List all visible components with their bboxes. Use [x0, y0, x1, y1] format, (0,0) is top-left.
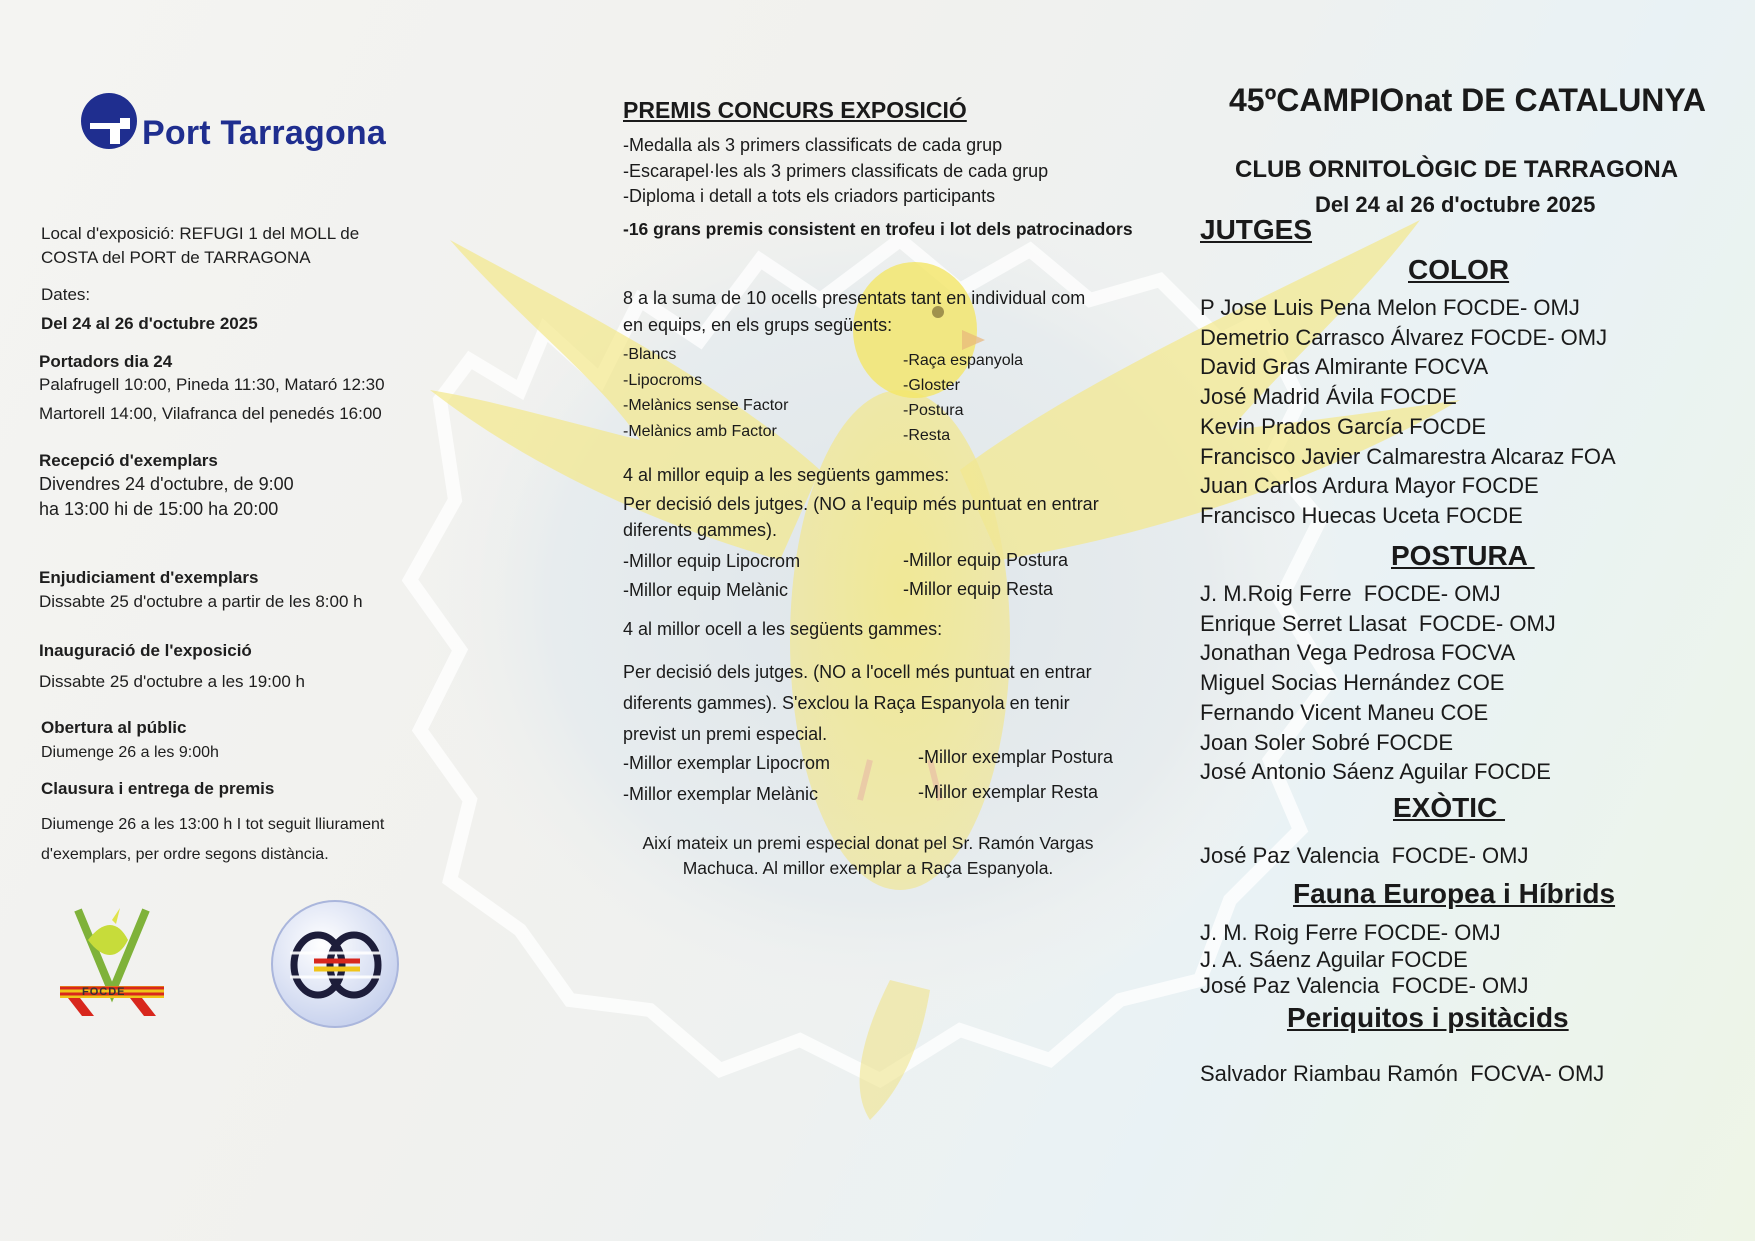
judge-item: Enrique Serret Llasat FOCDE- OMJ [1200, 610, 1556, 636]
suma-line-2: en equips, en els grups següents: [623, 315, 893, 335]
suma-line-1: 8 a la suma de 10 ocells presentats tant en individual com [623, 288, 1086, 308]
equip-title: 4 al millor equip a les següents gammes: [623, 465, 950, 485]
jutges-title: JUTGES [1200, 214, 1313, 245]
club-name: CLUB ORNITOLÒGIC DE TARRAGONA [1235, 156, 1679, 183]
exemplar-item: -Millor exemplar Postura [918, 747, 1114, 767]
dates-label: Dates: [41, 285, 91, 304]
exemplar-item: -Millor exemplar Melànic [623, 784, 819, 804]
dates-value: Del 24 al 26 d'octubre 2025 [41, 314, 258, 333]
ocell-note-1: Per decisió dels jutges. (NO a l'ocell més puntuat en entrar [623, 662, 1092, 682]
group-item: -Postura [903, 402, 964, 419]
judge-item: J. A. Sáenz Aguilar FOCDE [1200, 946, 1468, 972]
port-tarragona-logo [80, 90, 420, 160]
exemplar-left-list [623, 748, 830, 810]
judge-item: P Jose Luis Pena Melon FOCDE- OMJ [1200, 295, 1580, 320]
exemplar-item: -Millor exemplar Lipocrom [623, 753, 831, 773]
enjudiciament-line: Dissabte 25 d'octubre a partir de les 8:00 h [39, 592, 363, 611]
clausura-line-1: Diumenge 26 a les 13:00 h I tot seguit lliurament [41, 816, 385, 833]
premis-title: PREMIS CONCURS EXPOSICIÓ [623, 97, 967, 123]
judge-item: Fernando Vicent Maneu COE [1200, 699, 1489, 725]
exemplar-item: -Millor exemplar Resta [918, 782, 1099, 802]
equip-right-list [903, 546, 1068, 604]
clausura-title: Clausura i entrega de premis [41, 779, 275, 798]
judge-item: Jonathan Vega Pedrosa FOCVA [1200, 640, 1516, 666]
exotic-judges-list [1200, 841, 1528, 871]
fauna-title: Fauna Europea i Híbrids [1293, 878, 1616, 909]
local-line-2: COSTA del PORT de TARRAGONA [41, 248, 311, 267]
judge-item: David Gras Almirante FOCVA [1200, 354, 1489, 380]
exemplar-right-list [918, 740, 1113, 810]
prize-2: -Escarapel·les als 3 primers classificats de cada grup [623, 161, 1049, 181]
exotic-title: EXÒTIC [1393, 792, 1506, 823]
ocell-note-2: diferents gammes). S'exclou la Raça Espanyola en tenir [623, 693, 1070, 713]
group-item: -Raça espanyola [903, 352, 1024, 369]
judge-item: José Madrid Ávila FOCDE [1200, 384, 1457, 410]
recepcio-title: Recepció d'exemplars [39, 451, 218, 470]
portadors-line-1: Palafrugell 10:00, Pineda 11:30, Mataró 12:30 [39, 375, 385, 394]
ocell-title: 4 al millor ocell a les següents gammes: [623, 619, 943, 639]
prize-4: -16 grans premis consistent en trofeu i lot dels patrocinadors [623, 219, 1133, 239]
color-title: COLOR [1408, 254, 1510, 285]
groups-left-list [623, 342, 788, 444]
judge-item: J. M. Roig Ferre FOCDE- OMJ [1200, 920, 1501, 945]
focde-bird-emblem-icon [58, 900, 166, 1018]
port-tarragona-logo-text: Port Tarragona [142, 114, 386, 152]
periquitos-judges-list [1200, 1059, 1604, 1089]
portadors-title: Portadors dia 24 [39, 352, 173, 371]
periquitos-title: Periquitos i psitàcids [1287, 1002, 1569, 1033]
obertura-title: Obertura al públic [41, 718, 187, 737]
fauna-judges-list [1200, 920, 1528, 1000]
postura-title: POSTURA [1391, 540, 1535, 571]
special-prize-line-2: Machuca. Al millor exemplar a Raça Espanyola. [682, 858, 1054, 878]
judge-item: Francisco Javier Calmarestra Alcaraz FOA [1200, 443, 1616, 469]
judge-item: José Antonio Sáenz Aguilar FOCDE [1200, 759, 1551, 785]
judge-item: Miguel Socias Hernández COE [1200, 670, 1505, 696]
judge-item: Joan Soler Sobré FOCDE [1200, 729, 1454, 755]
judge-item: José Paz Valencia FOCDE- OMJ [1200, 973, 1529, 998]
judge-item: Salvador Riambau Ramón FOCVA- OMJ [1200, 1061, 1605, 1086]
clausura-line-2: d'exemplars, per ordre segons distància. [41, 846, 329, 863]
judge-item: J. M.Roig Ferre FOCDE- OMJ [1200, 581, 1501, 606]
inauguracio-line: Dissabte 25 d'octubre a les 19:00 h [39, 672, 305, 691]
obertura-line: Diumenge 26 a les 9:00h [41, 744, 219, 761]
special-prize [623, 831, 1113, 881]
coe-logo [270, 899, 400, 1029]
ocell-notes [623, 657, 1146, 750]
group-item: -Lipocroms [623, 371, 703, 389]
judge-item: Kevin Prados García FOCDE [1200, 413, 1487, 439]
port-tarragona-emblem-icon [80, 92, 140, 150]
equip-item: -Millor equip Lipocrom [623, 551, 801, 571]
prize-1: -Medalla als 3 primers classificats de cada grup [623, 135, 1003, 155]
recepcio-line-1: Divendres 24 d'octubre, de 9:00 [39, 474, 294, 494]
equip-item: -Millor equip Melànic [623, 580, 789, 600]
postura-judges-list [1200, 579, 1556, 787]
group-item: -Melànics sense Factor [623, 397, 789, 414]
inauguracio-title: Inauguració de l'exposició [39, 641, 252, 660]
equip-left-list [623, 547, 800, 605]
portadors-line-2: Martorell 14:00, Vilafranca del penedés 16:00 [39, 404, 382, 423]
recepcio-line-2: ha 13:00 hi de 15:00 ha 20:00 [39, 499, 279, 519]
equip-note-2: diferents gammes). [623, 520, 778, 540]
judge-item: Demetrio Carrasco Álvarez FOCDE- OMJ [1200, 324, 1608, 350]
equip-item: -Millor equip Postura [903, 550, 1069, 570]
focde-logo-text: FOCDE [82, 986, 126, 998]
groups-right-list [903, 348, 1023, 448]
group-item: -Blancs [623, 346, 677, 363]
judge-item: Francisco Huecas Uceta FOCDE [1200, 502, 1523, 528]
prize-3: -Diploma i detall a tots els criadors participants [623, 186, 996, 206]
group-item: -Gloster [903, 377, 960, 394]
special-prize-line-1: Així mateix un premi especial donat pel Sr. Ramón Vargas [642, 833, 1094, 853]
coe-emblem-icon [270, 899, 400, 1029]
group-item: -Melànics amb Factor [623, 422, 777, 440]
ocell-note-3: previst un premi especial. [623, 724, 828, 744]
focde-logo [58, 900, 166, 1018]
equip-item: -Millor equip Resta [903, 579, 1054, 599]
equip-note-1: Per decisió dels jutges. (NO a l'equip més puntuat en entrar [623, 494, 1099, 514]
group-item: -Resta [903, 427, 951, 444]
local-line-1: Local d'exposició: REFUGI 1 del MOLL de [41, 224, 360, 243]
judge-item: Juan Carlos Ardura Mayor FOCDE [1200, 473, 1539, 499]
enjudiciament-title: Enjudiciament d'exemplars [39, 568, 259, 587]
judge-item: José Paz Valencia FOCDE- OMJ [1200, 843, 1529, 868]
color-judges-list [1200, 293, 1616, 531]
championship-dates: Del 24 al 26 d'octubre 2025 [1315, 192, 1596, 217]
championship-title: 45ºCAMPIOnat DE CATALUNYA [1229, 82, 1706, 118]
